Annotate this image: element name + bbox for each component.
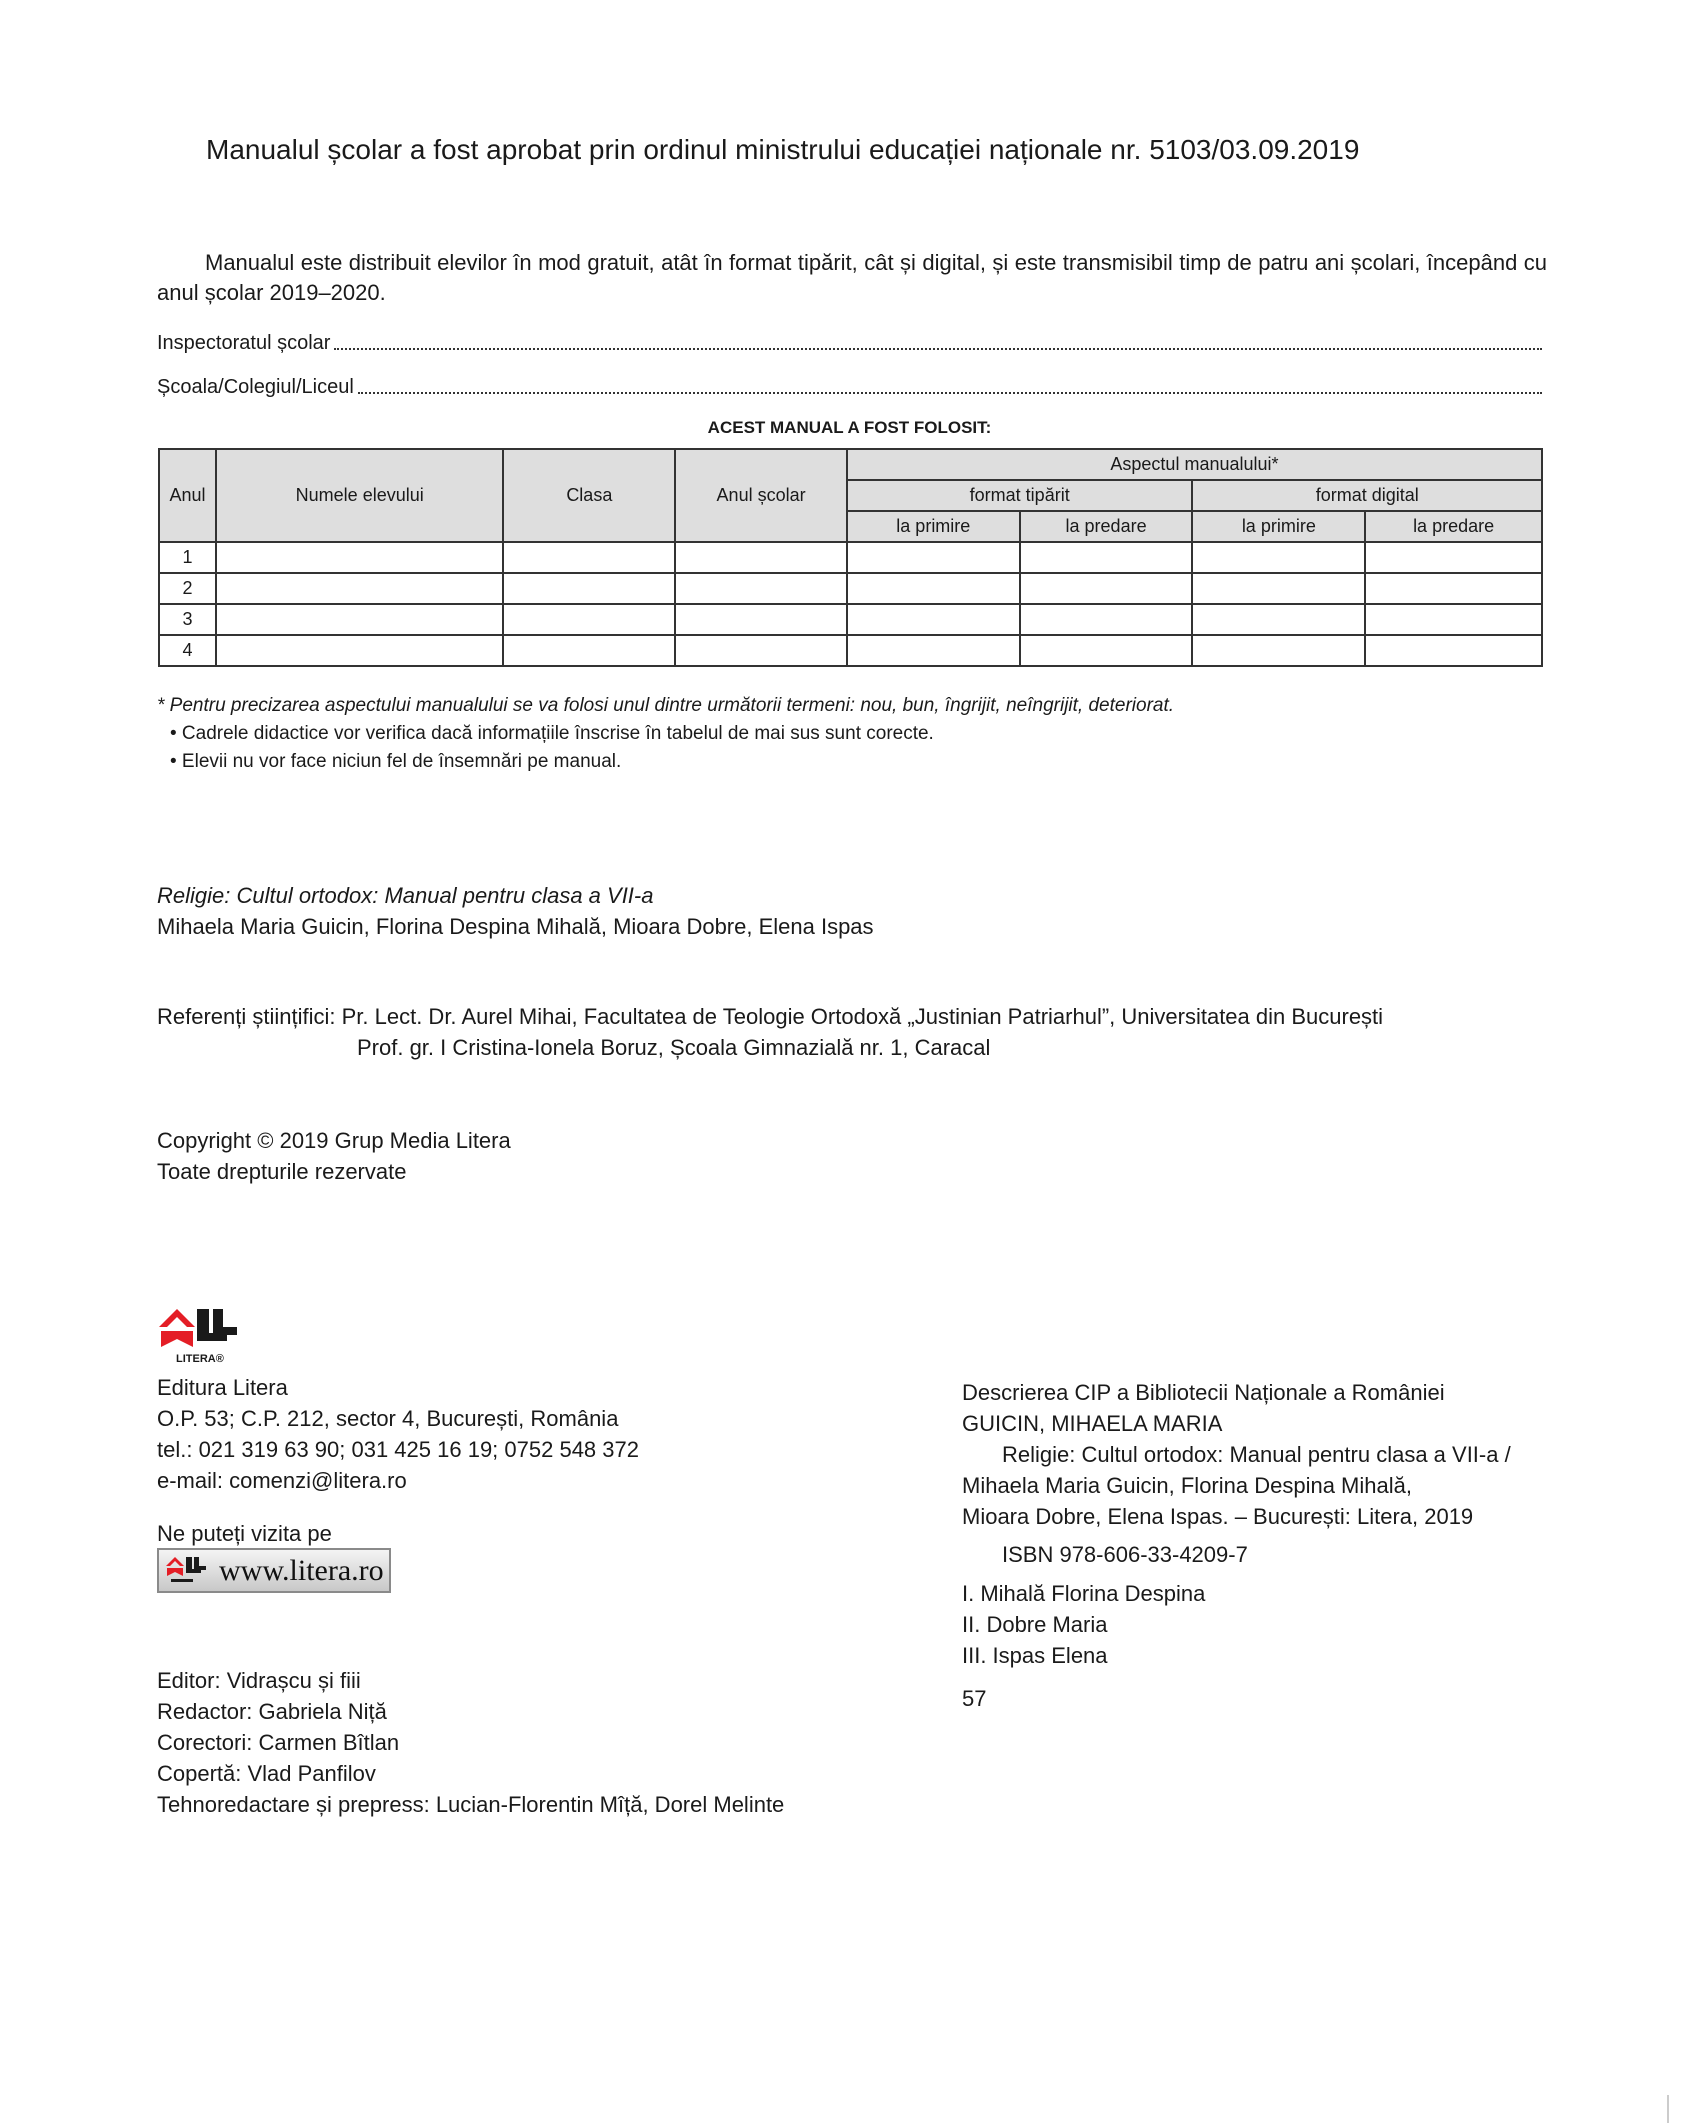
logo-wordmark: LITERA® — [176, 1353, 224, 1365]
approval-statement: Manualul școlar a fost aprobat prin ordinul ministrului educației naționale nr. 5103/03.09.2019 — [206, 134, 1360, 165]
digital-return-cell — [1365, 573, 1542, 604]
row-year: 1 — [159, 542, 216, 573]
student-name-cell — [216, 573, 504, 604]
page-edge-marker — [1667, 2095, 1669, 2123]
footnote-star: * Pentru precizarea aspectului manualului se va folosi unul dintre următorii termeni: nou, bun, îngrijit, neîngrijit, deteriorat. — [157, 695, 1175, 716]
header-year: Anul — [159, 449, 216, 542]
referee-line-2: Prof. gr. I Cristina-Ionela Boruz, Școala Gimnazială nr. 1, Caracal — [357, 1035, 991, 1060]
publisher-name: Editura Litera — [157, 1375, 288, 1400]
footnote-bullet-teachers: • Cadrele didactice vor verifica dacă informațiile înscrise în tabelul de mai sus sunt corecte. — [170, 723, 934, 744]
usage-table — [158, 448, 1543, 667]
printed-return-cell — [1020, 604, 1193, 635]
class-cell — [503, 542, 675, 573]
copyright-notice — [157, 1125, 511, 1187]
header-aspect: Aspectul manualului* — [847, 449, 1542, 480]
printed-receive-cell — [847, 604, 1020, 635]
school-year-cell — [675, 604, 847, 635]
row-year: 4 — [159, 635, 216, 666]
publisher-info — [157, 1372, 639, 1496]
digital-return-cell — [1365, 542, 1542, 573]
cip-isbn: ISBN 978-606-33-4209-7 — [1002, 1542, 1248, 1567]
header-school-year: Anul școlar — [675, 449, 847, 542]
row-year: 2 — [159, 573, 216, 604]
publisher-phone: tel.: 021 319 63 90; 031 425 16 19; 0752 548 372 — [157, 1437, 639, 1462]
digital-receive-cell — [1192, 542, 1365, 573]
printed-receive-cell — [847, 635, 1020, 666]
class-cell — [503, 573, 675, 604]
school-year-cell — [675, 573, 847, 604]
table-row — [159, 542, 1542, 573]
cip-entry-2: II. Dobre Maria — [962, 1612, 1108, 1637]
header-student-name: Numele elevului — [216, 449, 504, 542]
production-credits — [157, 1665, 784, 1820]
distribution-paragraph — [157, 248, 1547, 308]
header-digital-format: format digital — [1192, 480, 1542, 511]
cip-publication-line: Mioara Dobre, Elena Ispas. – București: Litera, 2019 — [962, 1504, 1474, 1529]
cip-author: GUICIN, MIHAELA MARIA — [962, 1411, 1223, 1436]
copyright-line: Copyright © 2019 Grup Media Litera — [157, 1128, 511, 1153]
scientific-referees — [157, 1001, 1383, 1063]
digital-receive-cell — [1192, 604, 1365, 635]
school-field — [157, 376, 1542, 399]
student-name-cell — [216, 604, 504, 635]
visit-label: Ne puteți vizita pe — [157, 1521, 332, 1546]
table-row — [159, 604, 1542, 635]
table-row — [159, 573, 1542, 604]
publisher-email: e-mail: comenzi@litera.ro — [157, 1468, 407, 1493]
student-name-cell — [216, 542, 504, 573]
website-url[interactable]: www.litera.ro — [219, 1553, 384, 1587]
table-row — [159, 635, 1542, 666]
printed-return-cell — [1020, 542, 1193, 573]
logo-red-peak — [159, 1309, 195, 1327]
cip-page-count: 57 — [962, 1686, 987, 1711]
student-name-cell — [216, 635, 504, 666]
printed-receive-cell — [847, 542, 1020, 573]
website-logo-icon — [165, 1556, 213, 1586]
credit-cover: Copertă: Vlad Panfilov — [157, 1761, 376, 1786]
digital-return-cell — [1365, 635, 1542, 666]
cip-description — [962, 1377, 1511, 1714]
school-year-cell — [675, 635, 847, 666]
printed-receive-cell — [847, 573, 1020, 604]
usage-table-title: ACEST MANUAL A FOST FOLOSIT: — [707, 418, 992, 437]
book-authors: Mihaela Maria Guicin, Florina Despina Mihală, Mioara Dobre, Elena Ispas — [157, 914, 874, 939]
website-banner[interactable] — [157, 1548, 391, 1593]
credit-dtp: Tehnoredactare și prepress: Lucian-Florentin Mîță, Dorel Melinte — [157, 1792, 785, 1817]
cip-title-line: Religie: Cultul ortodox: Manual pentru clasa a VII-a / — [1002, 1442, 1511, 1467]
table-footnote — [157, 692, 1174, 776]
logo-red-book — [161, 1331, 193, 1347]
printed-return-cell — [1020, 635, 1193, 666]
class-cell — [503, 635, 675, 666]
cip-entry-1: I. Mihală Florina Despina — [962, 1581, 1206, 1606]
school-dotted-line — [358, 378, 1542, 394]
inspectorate-field — [157, 332, 1542, 355]
credit-correctors: Corectori: Carmen Bîtlan — [157, 1730, 400, 1755]
book-info — [157, 880, 874, 942]
litera-logo — [157, 1307, 257, 1367]
header-printed-on-receive: la primire — [847, 511, 1020, 542]
class-cell — [503, 604, 675, 635]
credit-editor: Editor: Vidrașcu și fiii — [157, 1668, 361, 1693]
inspectorate-dotted-line — [334, 334, 1542, 350]
cip-authors-line: Mihaela Maria Guicin, Florina Despina Mihală, — [962, 1473, 1412, 1498]
rights-reserved-line: Toate drepturile rezervate — [157, 1159, 407, 1184]
distribution-text: Manualul este distribuit elevilor în mod gratuit, atât în format tipărit, cât și digital, și este transmisibil timp de patru ani școlari, începând cu anul școlar 2019–2020. — [157, 250, 1547, 305]
publisher-address: O.P. 53; C.P. 212, sector 4, București, România — [157, 1406, 619, 1431]
header-digital-on-return: la predare — [1365, 511, 1542, 542]
inspectorate-label: Inspectoratul școlar — [157, 332, 331, 354]
book-title: Religie: Cultul ortodox: Manual pentru clasa a VII-a — [157, 883, 654, 908]
header-class: Clasa — [503, 449, 675, 542]
footnote-bullet-students: • Elevii nu vor face niciun fel de însemnări pe manual. — [170, 751, 622, 772]
litera-logo-mark — [157, 1307, 257, 1367]
school-year-cell — [675, 542, 847, 573]
referee-line-1: Referenți științifici: Pr. Lect. Dr. Aurel Mihai, Facultatea de Teologie Ortodoxă „Justinian Patriarhul”, Universitatea din București — [157, 1004, 1384, 1029]
printed-return-cell — [1020, 573, 1193, 604]
digital-return-cell — [1365, 604, 1542, 635]
row-year: 3 — [159, 604, 216, 635]
header-digital-on-receive: la primire — [1192, 511, 1365, 542]
credit-redactor: Redactor: Gabriela Niță — [157, 1699, 387, 1724]
cip-header: Descrierea CIP a Bibliotecii Naționale a României — [962, 1380, 1445, 1405]
school-label: Școala/Colegiul/Liceul — [157, 376, 354, 398]
logo-black-l-2 — [213, 1309, 237, 1335]
header-printed-on-return: la predare — [1020, 511, 1193, 542]
header-printed-format: format tipărit — [847, 480, 1193, 511]
cip-entry-3: III. Ispas Elena — [962, 1643, 1108, 1668]
digital-receive-cell — [1192, 635, 1365, 666]
digital-receive-cell — [1192, 573, 1365, 604]
